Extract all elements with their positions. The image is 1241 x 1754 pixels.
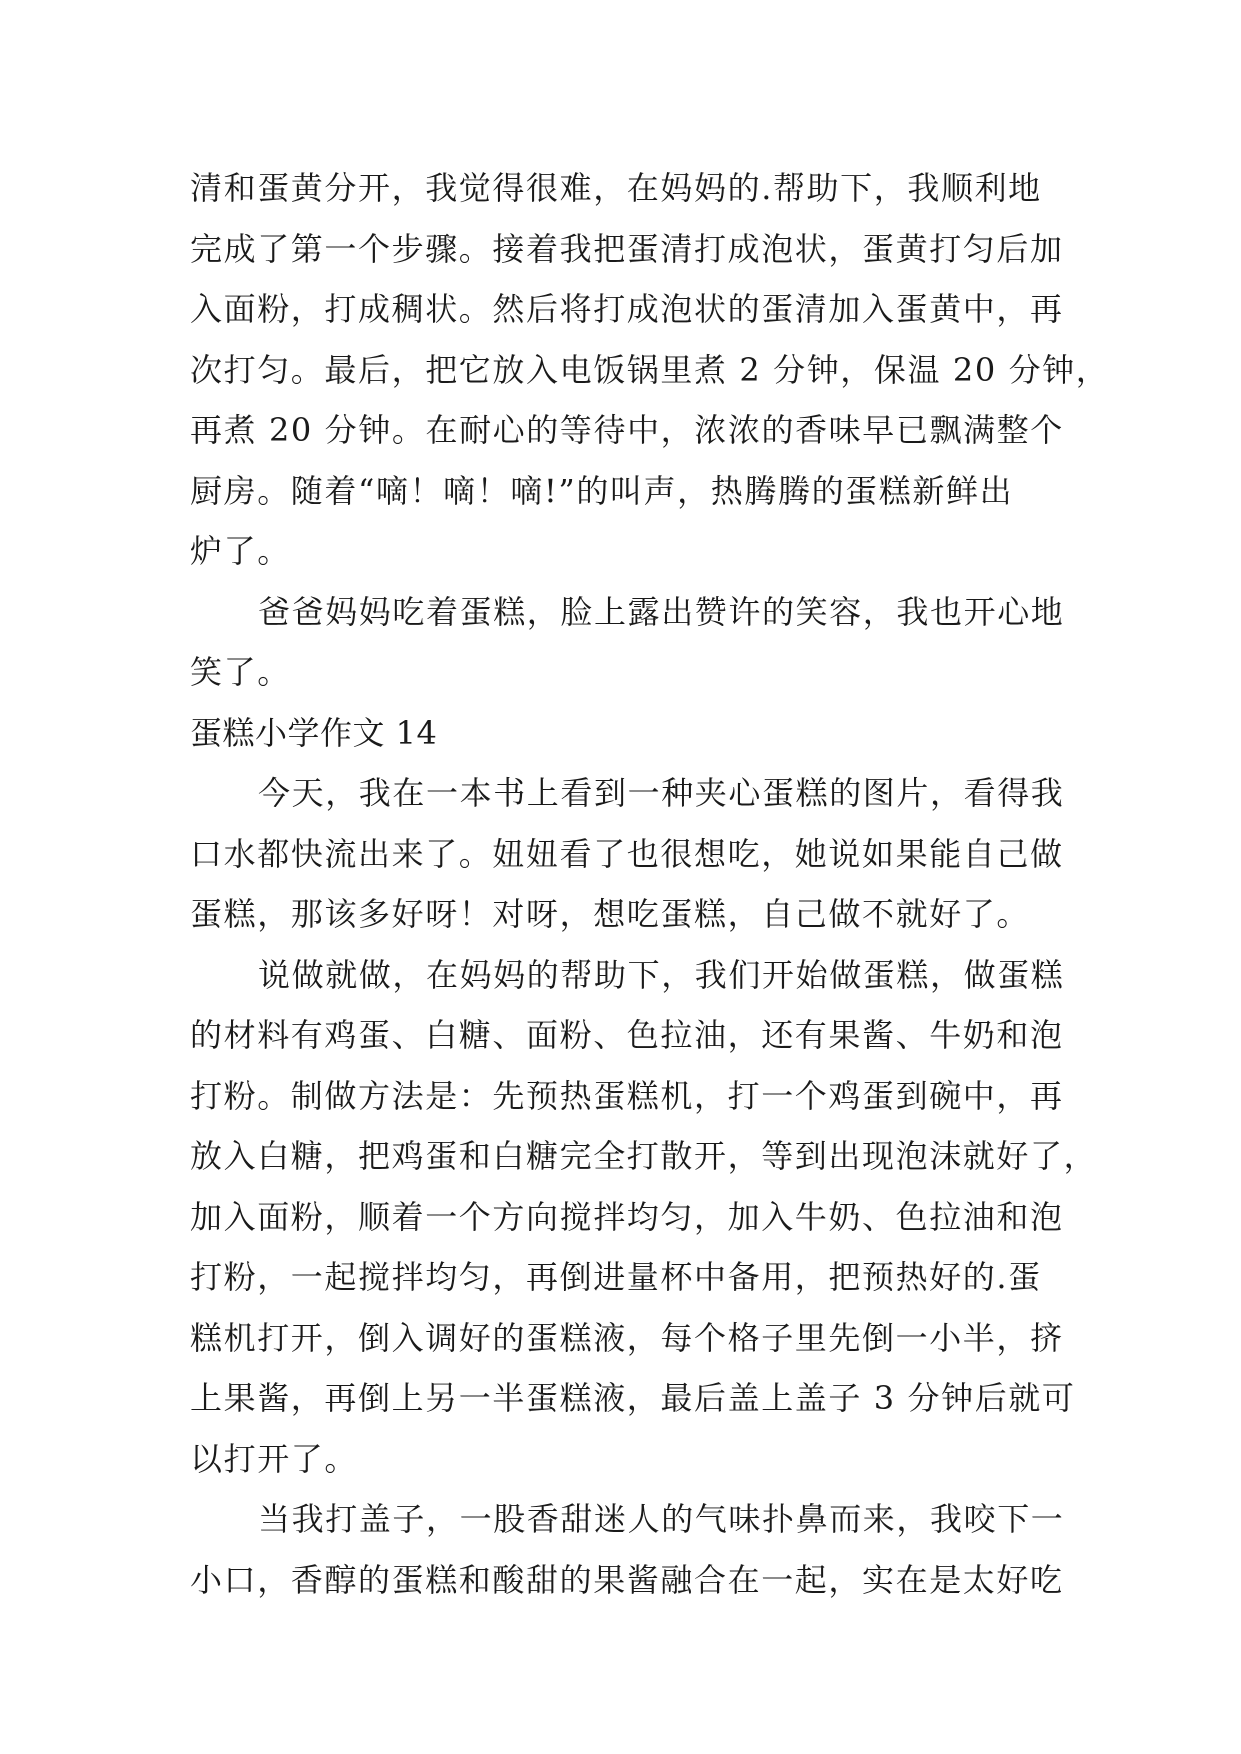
- text-line: 蛋糕，那该多好呀！对呀，想吃蛋糕，自己做不就好了。: [190, 895, 1031, 933]
- paragraph-start-line: 说做就做，在妈妈的帮助下，我们开始做蛋糕，做蛋糕: [258, 955, 1065, 994]
- text-line: 加入面粉，顺着一个方向搅拌均匀，加入牛奶、色拉油和泡: [190, 1197, 1064, 1236]
- paragraph-start-line: 当我打盖子，一股香甜迷人的气味扑鼻而来，我咬下一: [258, 1500, 1065, 1538]
- text-line: 炉了。: [190, 532, 291, 570]
- text-line: 清和蛋黄分开，我觉得很难，在妈妈的.帮助下，我顺利地: [190, 169, 1042, 207]
- text-line: 小口，香醇的蛋糕和酸甜的果酱融合在一起，实在是太好吃: [190, 1560, 1064, 1599]
- text-line: 入面粉，打成稠状。然后将打成泡状的蛋清加入蛋黄中，再: [190, 290, 1064, 328]
- text-line: 糕机打开，倒入调好的蛋糕液，每个格子里先倒一小半，挤: [190, 1318, 1064, 1357]
- paragraph-start-line: 今天，我在一本书上看到一种夹心蛋糕的图片，看得我: [258, 774, 1065, 812]
- text-line: 打粉。制做方法是：先预热蛋糕机，打一个鸡蛋到碗中，再: [190, 1076, 1064, 1115]
- text-line: 以打开了。: [190, 1439, 359, 1478]
- paragraph-start-line: 爸爸妈妈吃着蛋糕，脸上露出赞许的笑容，我也开心地: [258, 592, 1065, 631]
- text-line: 笑了。: [190, 653, 291, 691]
- text-line: 打粉，一起搅拌均匀，再倒进量杯中备用，把预热好的.蛋: [190, 1258, 1042, 1296]
- text-line: 次打匀。最后，把它放入电饭锅里煮 2 分钟，保温 20 分钟，: [190, 350, 1110, 389]
- essay-title: 蛋糕小学作文 14: [190, 713, 438, 752]
- text-line: 放入白糖，把鸡蛋和白糖完全打散开，等到出现泡沫就好了，: [190, 1137, 1098, 1175]
- text-line: 再煮 20 分钟。在耐心的等待中，浓浓的香味早已飘满整个: [190, 411, 1064, 449]
- essay-text: [190, 158, 1110, 1610]
- text-line: 上果酱，再倒上另一半蛋糕液，最后盖上盖子 3 分钟后就可: [190, 1379, 1076, 1417]
- text-line: 口水都快流出来了。妞妞看了也很想吃，她说如果能自己做: [190, 834, 1064, 873]
- text-line: 的材料有鸡蛋、白糖、面粉、色拉油，还有果酱、牛奶和泡: [190, 1016, 1064, 1054]
- text-line: 厨房。随着“嘀！嘀！嘀!”的叫声，热腾腾的蛋糕新鲜出: [190, 471, 1014, 510]
- text-line: 完成了第一个步骤。接着我把蛋清打成泡状，蛋黄打匀后加: [190, 229, 1064, 268]
